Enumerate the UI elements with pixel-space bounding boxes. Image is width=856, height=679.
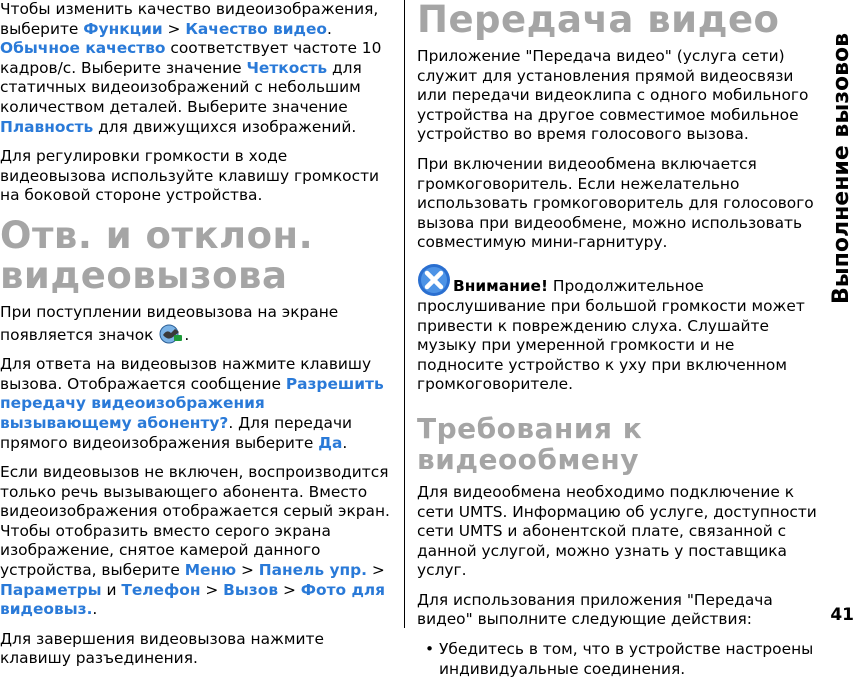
heading-video-sharing: Передача видео	[417, 0, 780, 41]
warning-icon	[417, 263, 451, 297]
heading-requirements: Требования к видеообмену	[417, 411, 643, 476]
text-run: >	[162, 19, 186, 38]
text-run: .	[92, 600, 98, 619]
text-run: .	[326, 19, 332, 38]
text-run: >	[200, 580, 224, 599]
text-run: >	[236, 561, 259, 580]
section-side-title: Выполнение вызовов	[829, 32, 854, 304]
video-call-icon	[158, 323, 184, 345]
menu-path-term: Разрешить передачу видеоизображения вызывающему абоненту?	[0, 374, 384, 432]
text-run: соответствует частоте 10 кадров/с. Выберите значение	[0, 39, 382, 77]
menu-path-term: Меню	[184, 561, 237, 580]
text-run: >	[367, 561, 385, 580]
paragraph-video-sharing-intro: Приложение "Передача видео" (услуга сети) служит для установления прямой видеосвязи или передачи видеоклипа с одного мобильного устройства на другое совместимое мобильное устройство во время голосового вызова.	[417, 47, 809, 144]
text-run: Если видеовызов не включен, воспроизводится только речь вызывающего абонента. Вместо видеоизображения отображается серый экран. Чтобы отобразить вместо серого экрана изображение, снятое камерой данного устройства, выберите	[0, 463, 390, 580]
paragraph-video-quality	[0, 0, 392, 137]
paragraph-answer	[0, 355, 392, 453]
text-run: Для ответа на видеовызов нажмите клавишу вызова. Отображается сообщение	[0, 355, 372, 393]
menu-path-term: Телефон	[121, 580, 201, 599]
menu-path-term: Панель упр.	[258, 561, 367, 580]
menu-path-term: Обычное качество	[0, 39, 166, 58]
menu-path-term: Вызов	[223, 580, 279, 599]
warning-label: Внимание!	[453, 276, 548, 295]
menu-path-term: Плавность	[0, 117, 94, 136]
heading-answer-video-call: Отв. и отклон. видеовызова	[0, 213, 314, 297]
incoming-text-end: .	[184, 325, 190, 344]
menu-path-term: Четкость	[246, 58, 328, 77]
paragraph-incoming-icon	[0, 303, 392, 345]
menu-path-term: Функции	[83, 19, 163, 38]
column-divider	[404, 0, 405, 628]
paragraph-end-call: Для завершения видеовызова нажмите клавишу разъединения.	[0, 629, 324, 668]
paragraph-volume: Для регулировки громкости в ходе видеовызова используйте клавишу громкости на боковой стороне устройства.	[0, 147, 380, 205]
page-number: 41	[830, 605, 854, 625]
text-run: Чтобы изменить качество видеоизображения, выберите	[0, 0, 379, 38]
paragraph-video-off	[0, 463, 392, 620]
warning-text: Продолжительное прослушивание при большой громкости может привести к повреждению слуха. Слушайте музыку при умеренной громкости и не подносите устройство к уху при включенном громкоговорителе.	[417, 276, 805, 394]
warning-block	[417, 263, 817, 395]
paragraph-steps: Для использования приложения "Передача видео" выполните следующие действия:	[417, 590, 773, 629]
paragraph-speaker: При включении видеообмена включается громкоговоритель. Если нежелательно использовать громкоговоритель для голосового вызова при видеообмене, можно использовать совместимую мини-гарнитуру.	[417, 154, 814, 252]
right-column	[417, 0, 817, 679]
menu-path-term: Да	[318, 433, 343, 452]
menu-path-term: Параметры	[0, 580, 102, 599]
left-column	[0, 0, 392, 679]
list-item	[417, 640, 817, 679]
paragraph-umts: Для видеообмена необходимо подключение к сети UMTS. Информацию об услуге, доступности сети UMTS и абонентской плате, связанной с данной услугой, можно узнать у поставщика услуг.	[417, 482, 817, 580]
text-run: для движущихся изображений.	[93, 117, 357, 136]
menu-path-term: Фото для видеовыз.	[0, 580, 386, 619]
text-run: и	[101, 580, 122, 599]
incoming-text: При поступлении видеовызова на экране появляется значок	[0, 302, 339, 344]
text-run: . Для передачи прямого видеоизображения выберите	[0, 413, 353, 452]
text-run: >	[278, 580, 301, 599]
bullet-text: Убедитесь в том, что в устройстве настроены индивидуальные соединения.	[439, 640, 814, 678]
menu-path-term: Качество видео	[185, 19, 327, 38]
bullet-marker: •	[425, 640, 435, 659]
text-run: .	[342, 433, 348, 452]
text-run: для статичных видеоизображений с небольшим количеством деталей. Выберите значение	[0, 58, 362, 116]
